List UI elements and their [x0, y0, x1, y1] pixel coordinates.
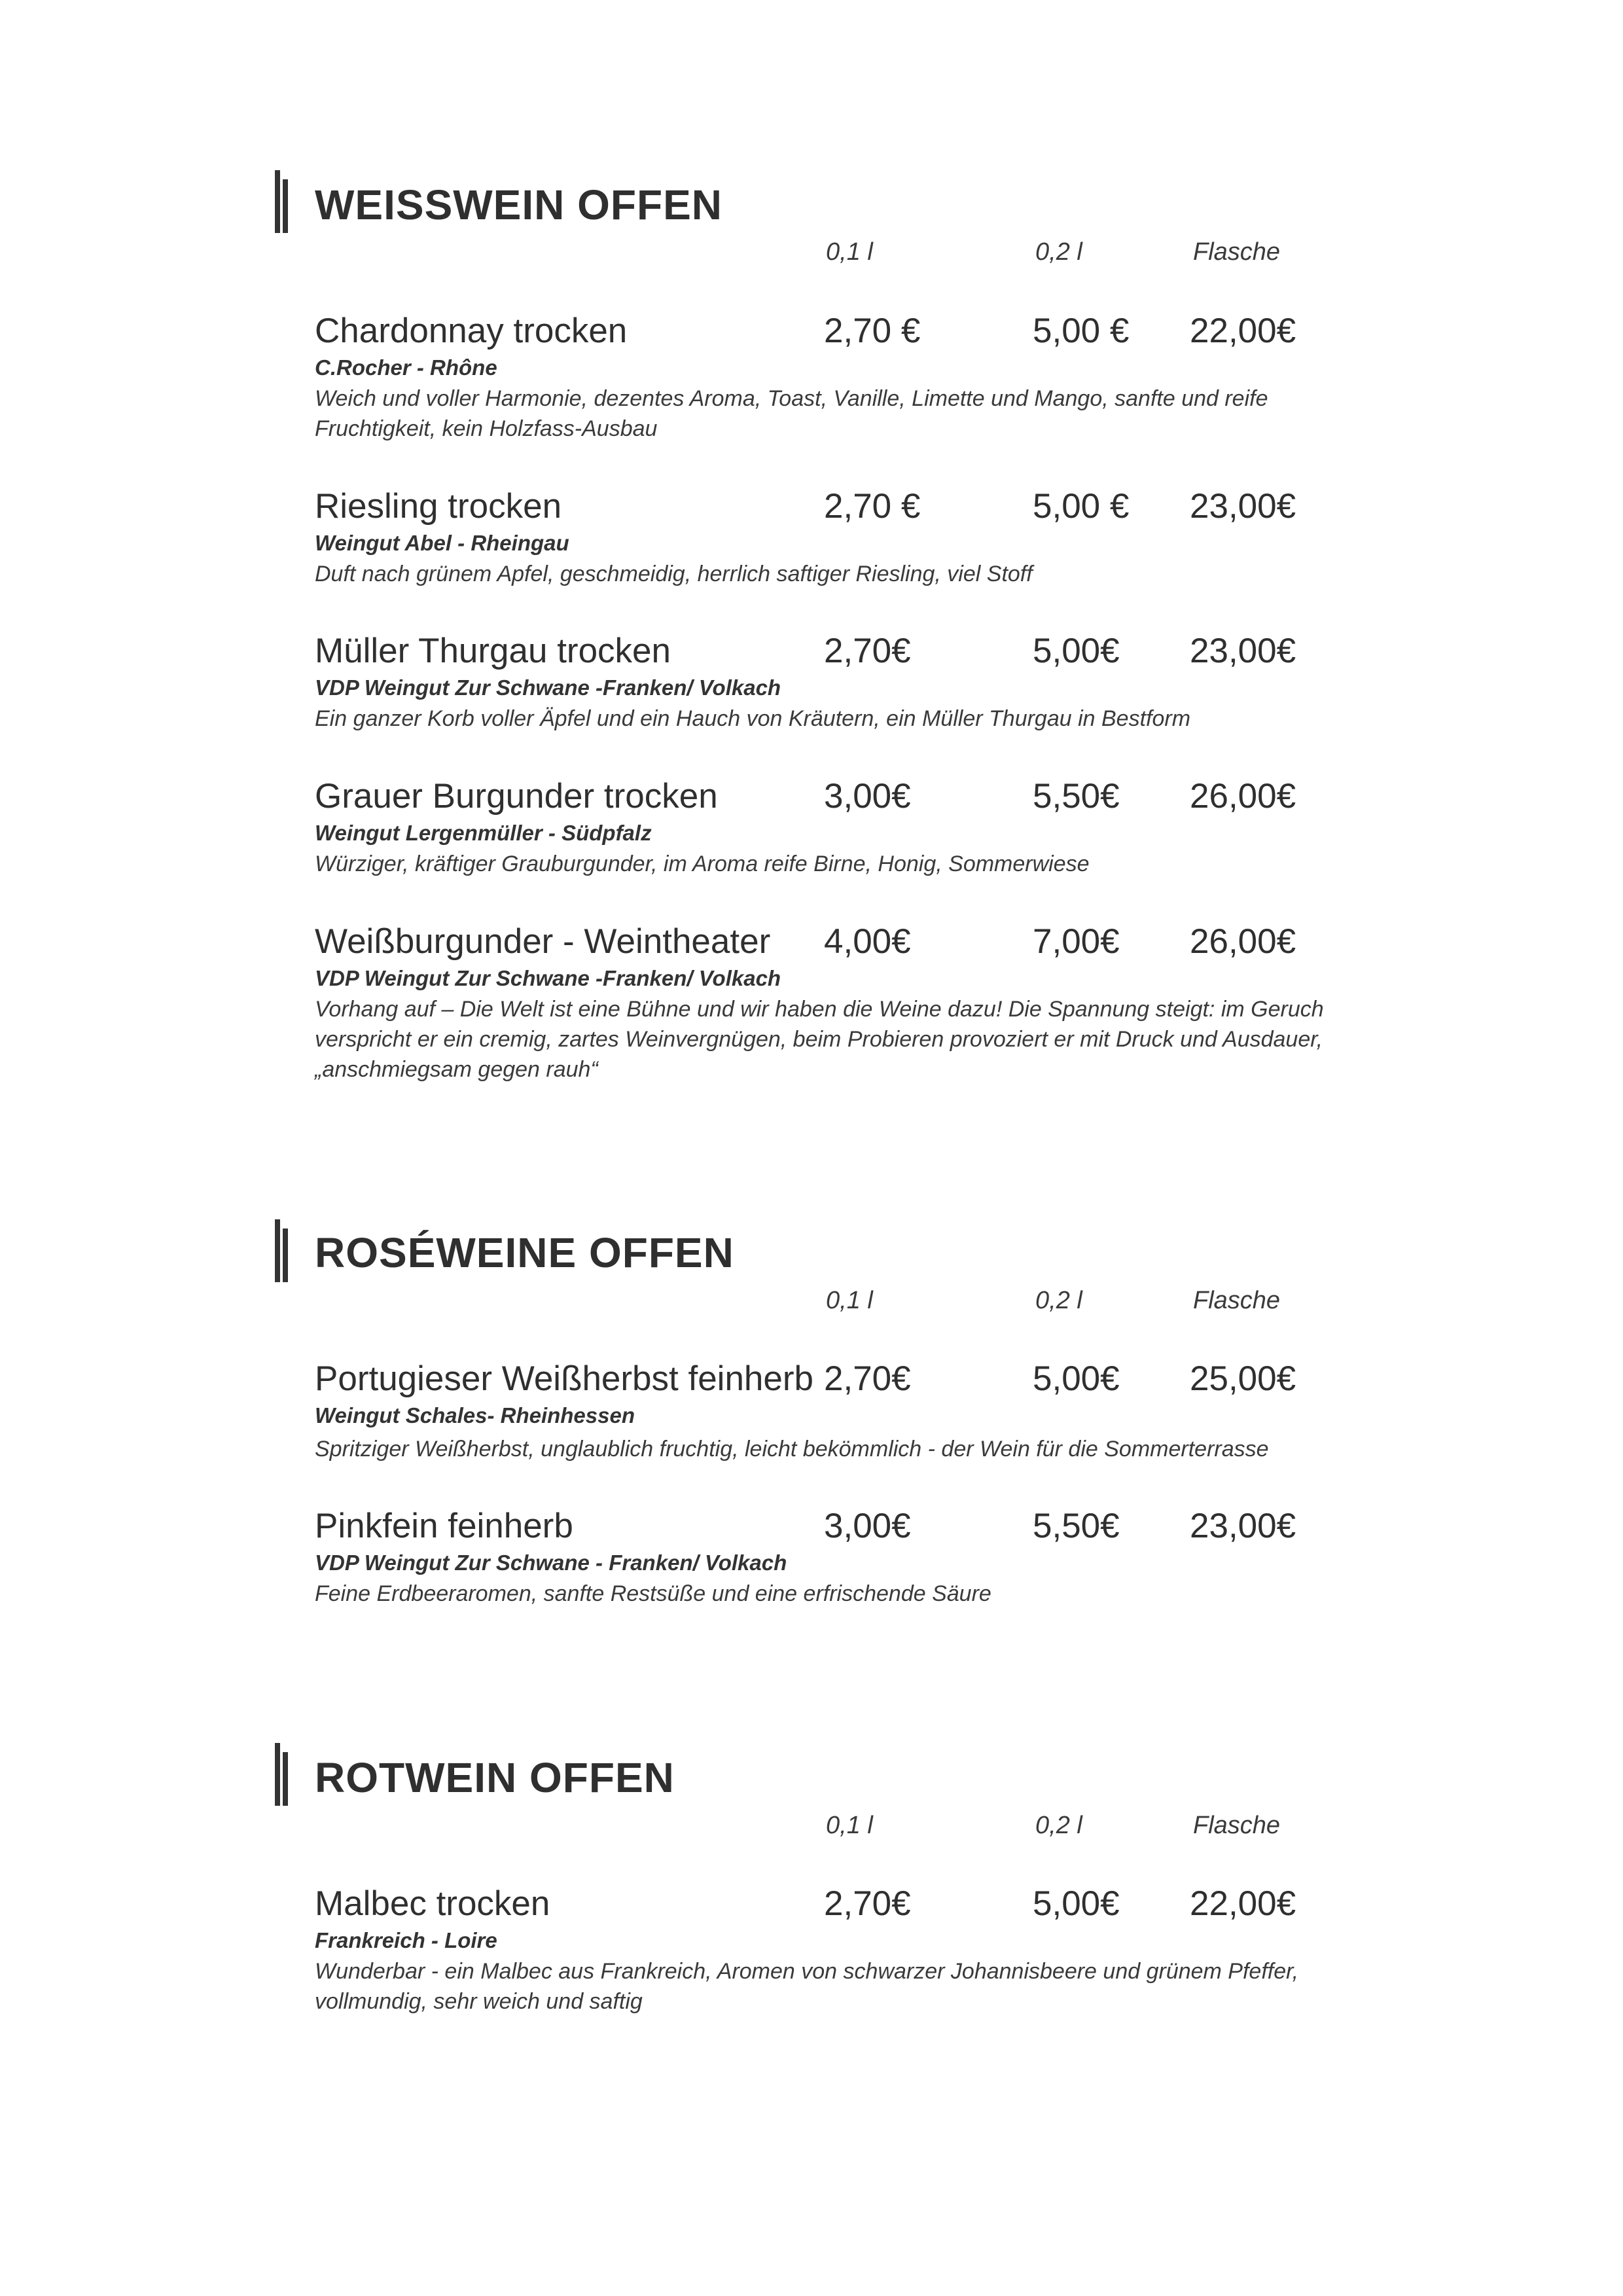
price-bottle: 25,00€ [1190, 1359, 1296, 1398]
wine-description: Ein ganzer Korb voller Äpfel und ein Hauch von Kräutern, ein Müller Thurgau in Bestform [315, 706, 1191, 731]
price-medium: 5,00 € [1033, 312, 1130, 350]
price-medium: 5,50€ [1033, 777, 1120, 816]
wine-producer: VDP Weingut Zur Schwane - Franken/ Volkach [315, 1551, 787, 1575]
price-medium: 5,00€ [1033, 632, 1120, 670]
wine-producer: Weingut Abel - Rheingau [315, 531, 569, 555]
wine-description: Spritziger Weißherbst, unglaublich fruchtig, leicht bekömmlich - der Wein für die Sommerterrasse [315, 1437, 1269, 1462]
column-header-small: 0,1 l [826, 1287, 873, 1314]
wine-name: Chardonnay trocken [315, 312, 628, 350]
price-bottle: 23,00€ [1190, 487, 1296, 526]
column-header-medium: 0,2 l [1035, 1287, 1082, 1314]
price-medium: 5,50€ [1033, 1507, 1120, 1545]
column-header-medium: 0,2 l [1035, 1812, 1082, 1839]
wine-producer: C.Rocher - Rhône [315, 355, 497, 380]
wine-description: Vorhang auf – Die Welt ist eine Bühne und wir haben die Weine dazu! Die Spannung steigt: im Geruch verspricht er ein cremig, zartes Weinvergnügen, beim Probieren provoziert er mit Druck und Ausdauer, „anschmiegsam gegen rauh“ [315, 997, 1324, 1082]
price-small: 2,70 € [824, 312, 921, 350]
wine-description: Wunderbar - ein Malbec aus Frankreich, Aromen von schwarzer Johannisbeere und grünem Pfeffer, vollmundig, sehr weich und saftig [315, 1959, 1299, 2014]
price-bottle: 22,00€ [1190, 312, 1296, 350]
price-small: 3,00€ [824, 1507, 911, 1545]
section-marker-icon [275, 170, 288, 233]
wine-description: Weich und voller Harmonie, dezentes Aroma, Toast, Vanille, Limette und Mango, sanfte und reife Fruchtigkeit, kein Holzfass-Ausbau [315, 386, 1268, 441]
wine-name: Riesling trocken [315, 487, 562, 526]
wine-producer: Weingut Schales- Rheinhessen [315, 1403, 635, 1427]
price-medium: 7,00€ [1033, 922, 1120, 961]
price-medium: 5,00€ [1033, 1884, 1120, 1923]
section-marker-icon [275, 1743, 288, 1806]
section-title: ROTWEIN OFFEN [315, 1754, 675, 1801]
wine-name: Müller Thurgau trocken [315, 632, 671, 670]
price-medium: 5,00€ [1033, 1359, 1120, 1398]
price-small: 3,00€ [824, 777, 911, 816]
price-bottle: 26,00€ [1190, 777, 1296, 816]
wine-producer: Weingut Lergenmüller - Südpfalz [315, 821, 652, 845]
wine-producer: VDP Weingut Zur Schwane -Franken/ Volkach [315, 675, 781, 700]
price-medium: 5,00 € [1033, 487, 1130, 526]
column-header-bottle: Flasche [1193, 1812, 1281, 1839]
wine-description: Duft nach grünem Apfel, geschmeidig, herrlich saftiger Riesling, viel Stoff [315, 562, 1033, 586]
wine-description: Würziger, kräftiger Grauburgunder, im Aroma reife Birne, Honig, Sommerwiese [315, 852, 1090, 876]
price-bottle: 23,00€ [1190, 632, 1296, 670]
price-bottle: 26,00€ [1190, 922, 1296, 961]
column-header-bottle: Flasche [1193, 1287, 1281, 1314]
column-header-bottle: Flasche [1193, 238, 1281, 266]
price-small: 2,70 € [824, 487, 921, 526]
wine-name: Weißburgunder - Weintheater [315, 922, 771, 961]
column-header-small: 0,1 l [826, 1812, 873, 1839]
wine-name: Grauer Burgunder trocken [315, 777, 718, 816]
price-bottle: 23,00€ [1190, 1507, 1296, 1545]
wine-producer: Frankreich - Loire [315, 1928, 497, 1952]
section-title: ROSÉWEINE OFFEN [315, 1229, 734, 1276]
wine-name: Portugieser Weißherbst feinherb [315, 1359, 814, 1398]
price-small: 2,70€ [824, 1884, 911, 1923]
wine-name: Malbec trocken [315, 1884, 550, 1923]
section-marker-icon [275, 1219, 288, 1282]
column-header-medium: 0,2 l [1035, 238, 1082, 266]
wine-producer: VDP Weingut Zur Schwane -Franken/ Volkach [315, 966, 781, 990]
section-title: WEISSWEIN OFFEN [315, 181, 722, 228]
wine-description: Feine Erdbeeraromen, sanfte Restsüße und eine erfrischende Säure [315, 1581, 991, 1606]
wine-name: Pinkfein feinherb [315, 1507, 573, 1545]
price-bottle: 22,00€ [1190, 1884, 1296, 1923]
price-small: 2,70€ [824, 1359, 911, 1398]
price-small: 2,70€ [824, 632, 911, 670]
column-header-small: 0,1 l [826, 238, 873, 266]
price-small: 4,00€ [824, 922, 911, 961]
